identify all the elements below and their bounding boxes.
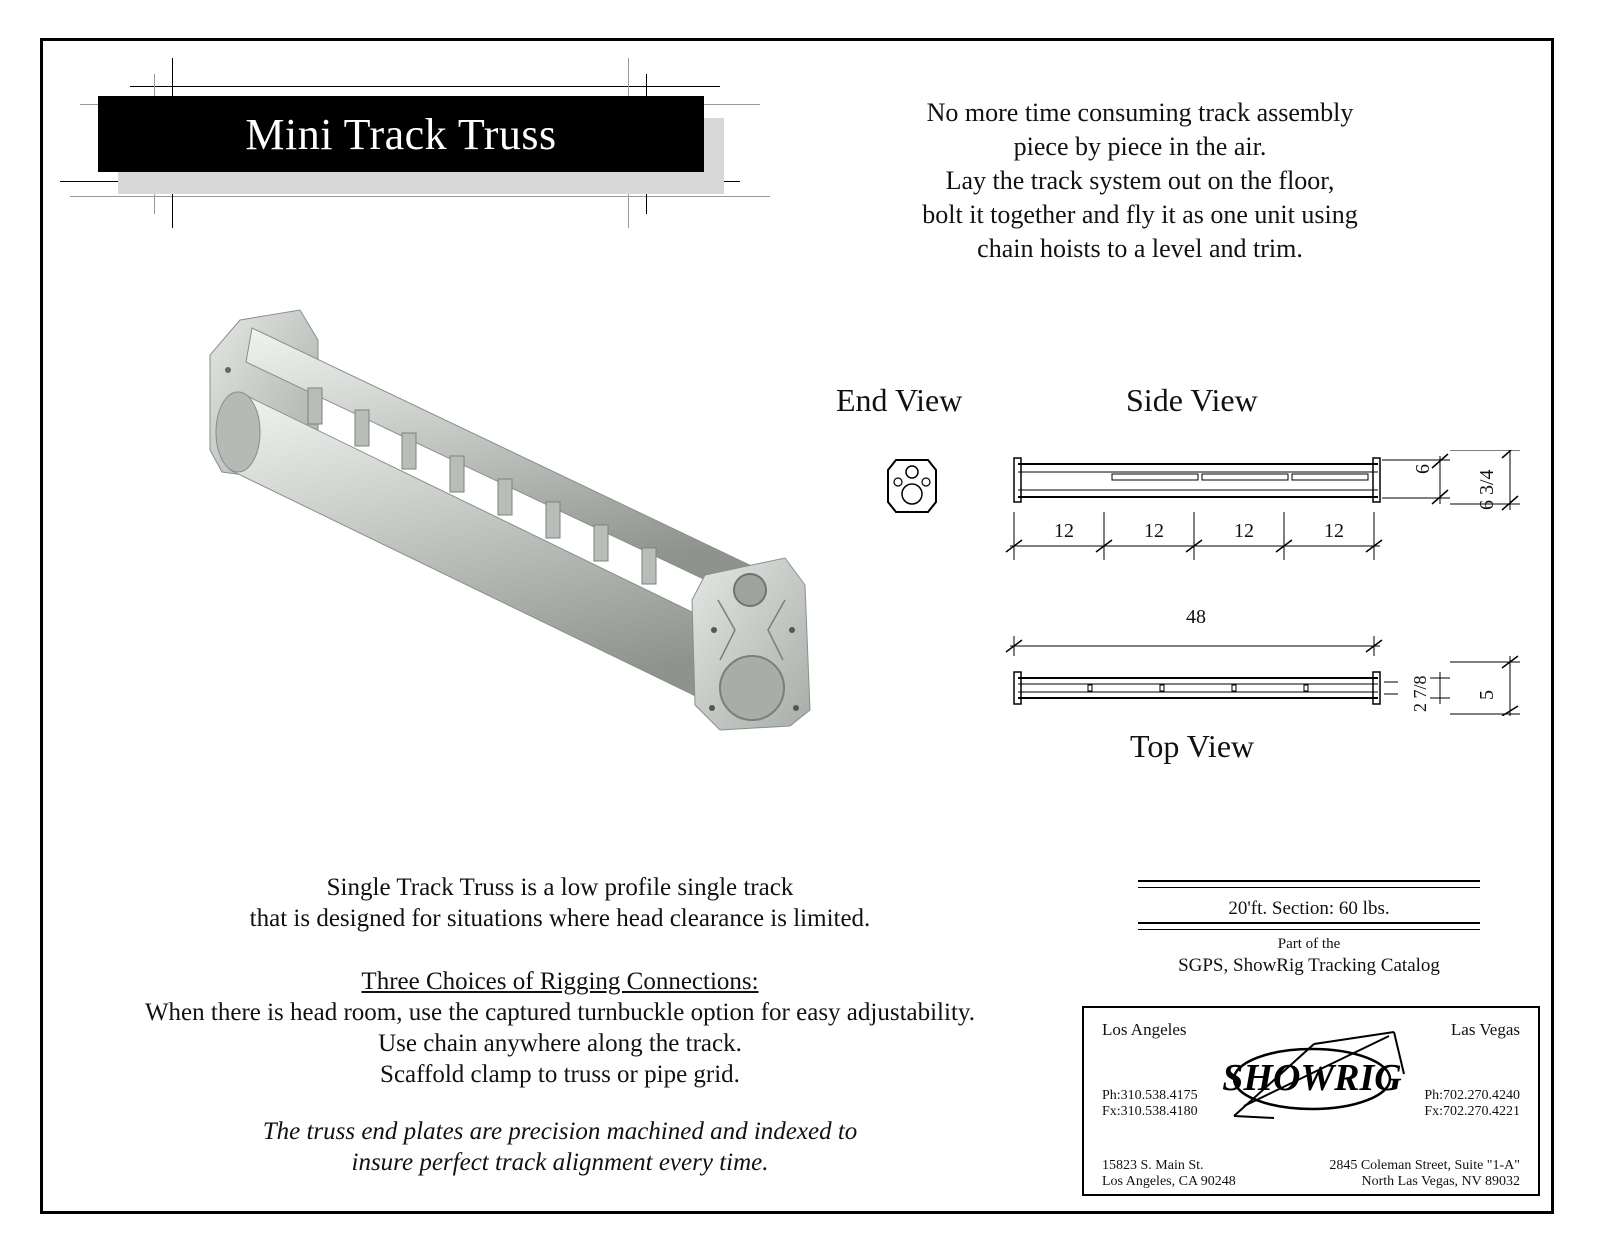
side-dim-segment: 12: [1324, 520, 1344, 542]
lv-citystate: North Las Vegas, NV 89032: [1361, 1174, 1520, 1189]
rigging-option: Use chain anywhere along the track.: [378, 1030, 742, 1057]
rigging-heading: Three Choices of Rigging Connections:: [361, 968, 759, 995]
side-dim-segment: 12: [1144, 520, 1164, 542]
lv-city: Las Vegas: [1450, 1020, 1520, 1039]
side-dim-inner-height: 6: [1412, 464, 1434, 474]
end-view-label: End View: [836, 382, 963, 418]
contact-box: [1082, 1006, 1540, 1196]
lv-phone: Ph:702.270.4240: [1424, 1088, 1520, 1103]
precision-note: insure perfect track alignment every time.: [351, 1149, 769, 1176]
side-dim-segment: 12: [1054, 520, 1074, 542]
end-view-drawing: [884, 456, 940, 516]
rigging-option: When there is head room, use the captured turnbuckle option for easy adjustability.: [144, 999, 976, 1026]
la-phone: Ph:310.538.4175: [1102, 1088, 1198, 1103]
intro-text: [860, 96, 1420, 266]
spec-weight: 20'ft. Section: 60 lbs.: [1228, 898, 1390, 919]
page-title: Mini Track Truss: [98, 96, 704, 172]
la-fax: Fx:310.538.4180: [1102, 1104, 1198, 1119]
showrig-logo-text: SHOWRIG: [1222, 1057, 1402, 1099]
top-view-label: Top View: [1130, 728, 1255, 764]
truss-3d-render: [200, 300, 840, 750]
top-dim-inner-width: 2 7/8: [1410, 675, 1430, 712]
precision-note: The truss end plates are precision machined and indexed to: [262, 1118, 858, 1145]
intro-line: bolt it together and fly it as one unit using: [922, 200, 1358, 229]
la-citystate: Los Angeles, CA 90248: [1102, 1174, 1236, 1189]
side-view-drawing: [1000, 450, 1540, 580]
intro-line: Lay the track system out on the floor,: [945, 166, 1335, 195]
spec-divider: [1138, 922, 1480, 930]
side-view-label: Side View: [1126, 382, 1258, 418]
intro-line: piece by piece in the air.: [1013, 132, 1267, 161]
top-dim-length: 48: [1186, 606, 1206, 628]
la-street: 15823 S. Main St.: [1102, 1158, 1204, 1173]
title-guide-line: [70, 196, 770, 197]
description: [130, 872, 990, 1178]
side-dim-segment: 12: [1234, 520, 1254, 542]
spec-catalog: SGPS, ShowRig Tracking Catalog: [1178, 955, 1440, 976]
intro-line: No more time consuming track assembly: [926, 98, 1354, 127]
side-dim-outer-height: 6 3/4: [1476, 469, 1498, 510]
spec-divider: [1138, 880, 1480, 888]
rigging-option: Scaffold clamp to truss or pipe grid.: [380, 1061, 740, 1088]
spec-block: [1138, 880, 1480, 980]
lv-street: 2845 Coleman Street, Suite "1-A": [1329, 1158, 1520, 1173]
top-view-drawing: [1000, 636, 1540, 716]
title-guide-line: [130, 86, 720, 87]
top-dim-outer-width: 5: [1476, 690, 1498, 700]
showrig-logo: [1214, 1024, 1414, 1124]
description-line: Single Track Truss is a low profile single track: [326, 874, 794, 901]
la-city: Los Angeles: [1102, 1020, 1187, 1039]
lv-fax: Fx:702.270.4221: [1424, 1104, 1520, 1119]
intro-line: chain hoists to a level and trim.: [977, 234, 1303, 263]
description-line: that is designed for situations where head clearance is limited.: [249, 905, 871, 932]
spec-part-of: Part of the: [1277, 936, 1341, 952]
